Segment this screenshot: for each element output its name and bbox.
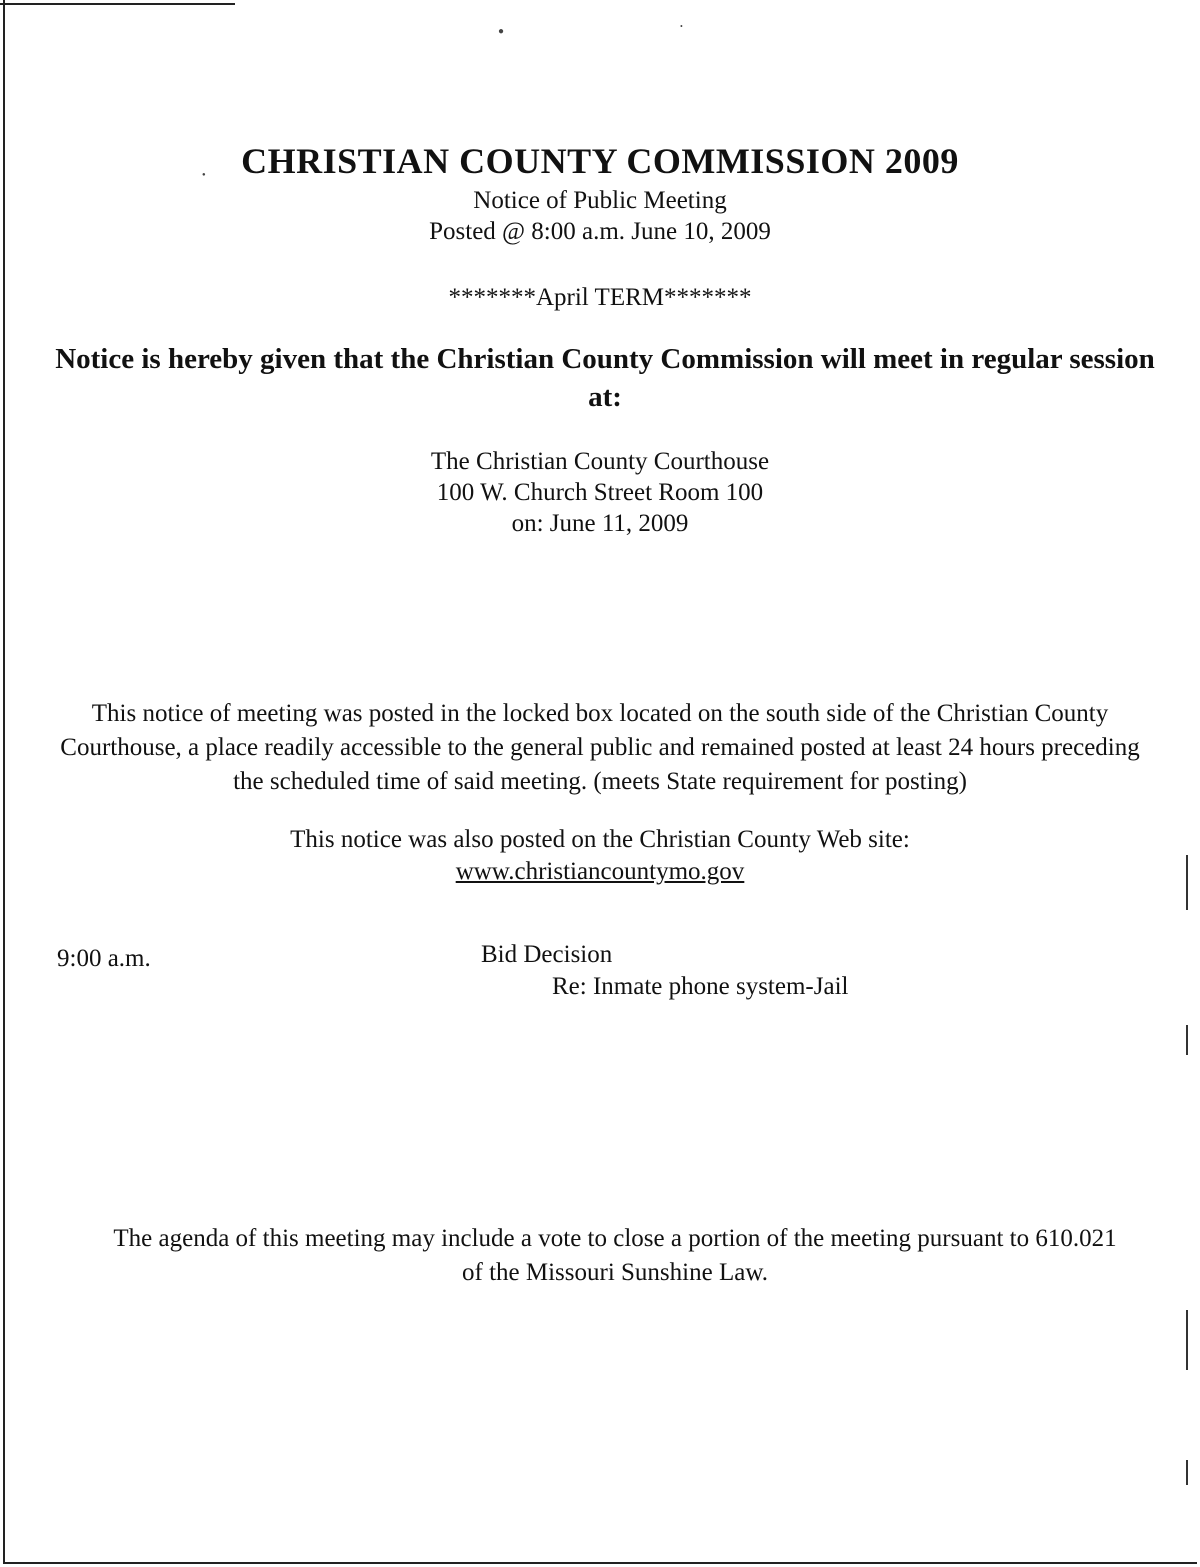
scan-edge-top	[0, 3, 235, 5]
term-label: *******April TERM*******	[448, 284, 752, 311]
posting-statement: This notice of meeting was posted in the locked box located on the south side of the Christian County Courthouse, a place readily accessible to the general public and remained posted at least 24 hours preceding the scheduled time of said meeting. (meets State requirement for posting)	[60, 700, 1140, 795]
scan-speck: ●	[498, 26, 505, 37]
website-link[interactable]: www.christiancountymo.gov	[455, 858, 745, 885]
location-address: 100 W. Church Street Room 100	[436, 479, 764, 506]
notice-heading: Notice is hereby given that the Christian County Commission will meet in regular session at:	[55, 343, 1155, 413]
location-name: The Christian County Courthouse	[430, 448, 770, 475]
agenda-item-title: Bid Decision	[481, 941, 613, 968]
scan-mark	[1186, 1460, 1188, 1485]
web-statement: This notice was also posted on the Christian County Web site:	[290, 826, 910, 853]
scan-mark	[1186, 1025, 1188, 1055]
closing-note: The agenda of this meeting may include a vote to close a portion of the meeting pursuant to 610.021 of the Missouri Sunshine Law.	[113, 1225, 1117, 1286]
notice-subtitle: Notice of Public Meeting	[473, 187, 727, 214]
agenda-item-time: 9:00 a.m.	[57, 945, 151, 972]
meeting-date: on: June 11, 2009	[511, 510, 689, 537]
document-title: CHRISTIAN COUNTY COMMISSION 2009	[241, 141, 959, 181]
scan-speck: ●	[202, 172, 206, 178]
scan-mark	[1186, 1310, 1188, 1370]
agenda-item-detail: Re: Inmate phone system-Jail	[552, 973, 849, 1000]
scan-speck: •	[680, 22, 683, 31]
posted-timestamp: Posted @ 8:00 a.m. June 10, 2009	[429, 218, 771, 245]
scan-edge-bottom	[3, 1562, 1197, 1564]
